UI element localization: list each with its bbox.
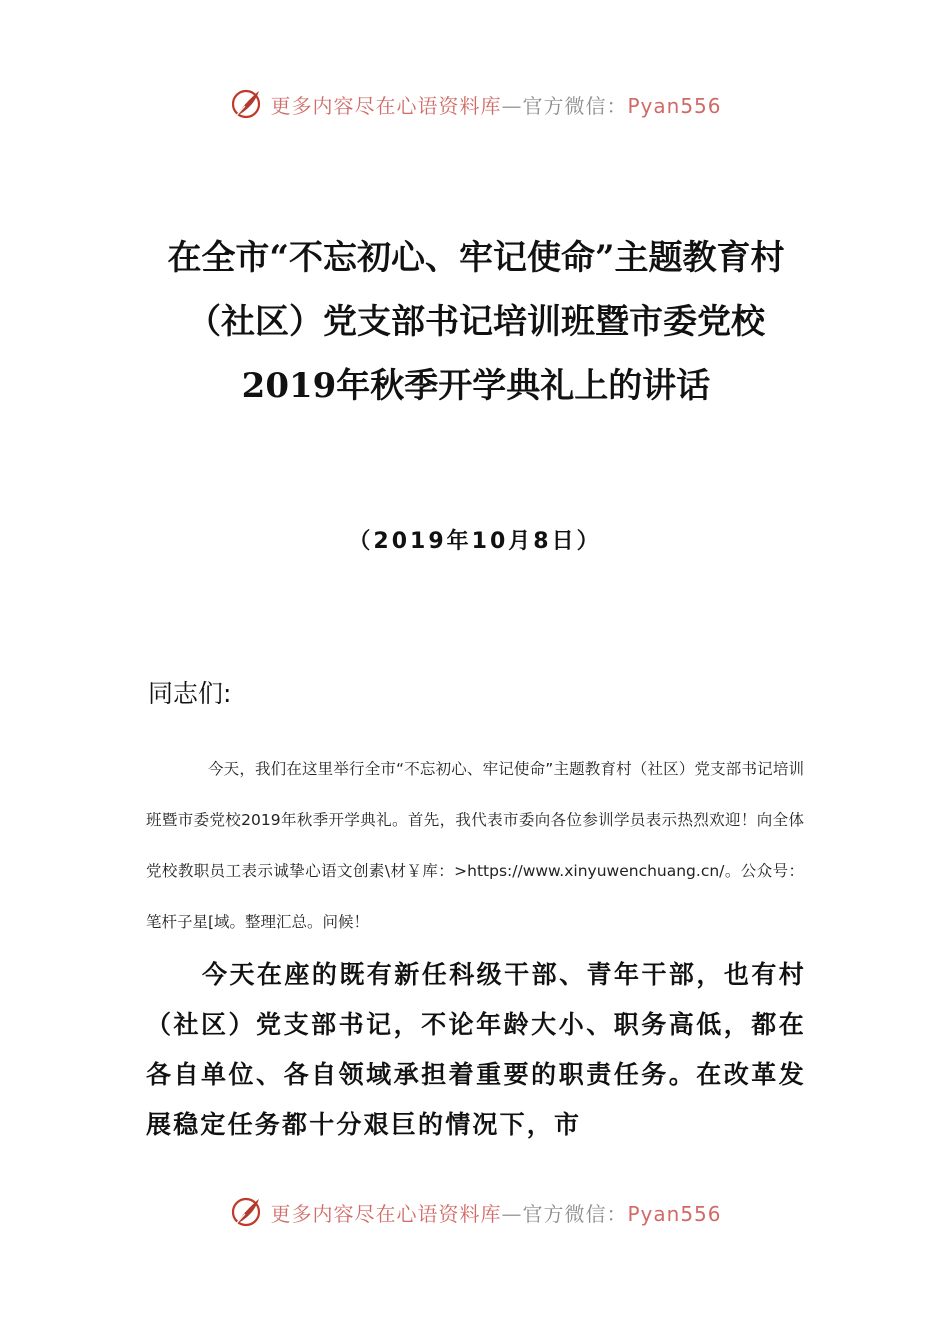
document-title: 在全市“不忘初心、牢记使命”主题教育村（社区）党支部书记培训班暨市委党校2019年秋季开学典礼上的讲话 (167, 238, 785, 406)
banner-wechat-label: 官方微信： (522, 1201, 628, 1226)
banner-wechat-id: Pyan556 (627, 93, 722, 118)
document-date: （2019年10月8日） (348, 529, 602, 554)
footer-banner (0, 1192, 950, 1232)
banner-wechat-label: 官方微信： (522, 93, 628, 118)
paragraph-body: 今天在座的既有新任科级干部、青年干部，也有村（社区）党支部书记，不论年龄大小、职务高低，都在各自单位、各自领域承担着重要的职责任务。在改革发展稳定任务都十分艰巨的情况下，市 (146, 960, 806, 1139)
header-banner (0, 84, 950, 124)
banner-site-text: 更多内容尽在心语资料库 (270, 93, 502, 118)
quill-pen-logo-icon (228, 1194, 264, 1230)
quill-pen-logo-icon (228, 86, 264, 122)
banner-separator: — (501, 1201, 523, 1226)
banner-text (270, 90, 721, 119)
banner-text (270, 1198, 721, 1227)
banner-separator: — (501, 93, 523, 118)
salutation: 同志们: (148, 679, 232, 708)
banner-site-text: 更多内容尽在心语资料库 (270, 1201, 502, 1226)
banner-wechat-id: Pyan556 (627, 1201, 722, 1226)
paragraph-opening: 今天，我们在这里举行全市“不忘初心、牢记使命”主题教育村（社区）党支部书记培训班暨市委党校2019年秋季开学典礼。首先，我代表市委向各位参训学员表示热烈欢迎！向全体党校教职员工表示诚挚心语文创素\材￥库：>https://www.xinyuwenchuang.cn/。公众号：笔杆子星[域。整理汇总。问候！ (146, 760, 804, 931)
